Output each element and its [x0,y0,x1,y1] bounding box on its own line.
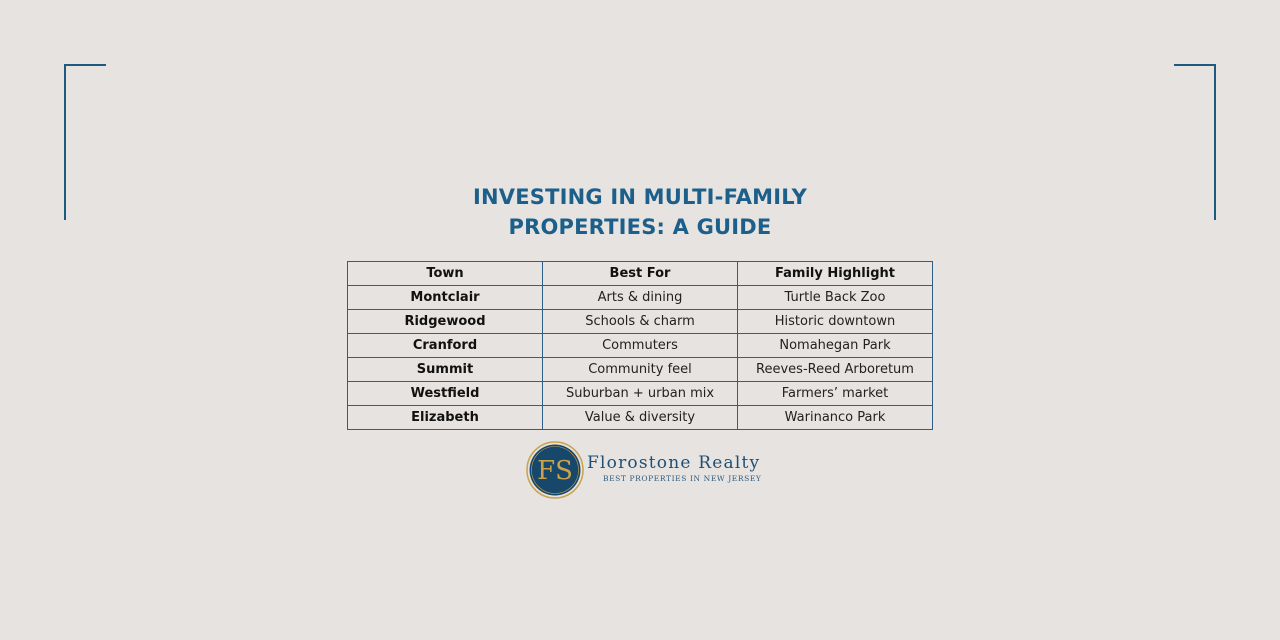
family-highlight-cell: Warinanco Park [738,406,933,430]
town-cell: Montclair [348,286,543,310]
family-highlight-cell: Turtle Back Zoo [738,286,933,310]
family-highlight-cell: Historic downtown [738,310,933,334]
company-name: Florostone Realty [587,453,761,473]
family-highlight-cell: Farmers’ market [738,382,933,406]
table-header-row [348,262,933,286]
family-highlight-cell: Reeves-Reed Arboretum [738,358,933,382]
header-best-for: Best For [543,262,738,286]
table-row [348,310,933,334]
town-cell: Elizabeth [348,406,543,430]
header-family-highlight: Family Highlight [738,262,933,286]
page-title-line-1: INVESTING IN MULTI-FAMILY [473,185,807,209]
monogram-text: FS [537,456,573,486]
table-row [348,334,933,358]
table-row [348,358,933,382]
best-for-cell: Schools & charm [543,310,738,334]
header-town: Town [348,262,543,286]
best-for-cell: Arts & dining [543,286,738,310]
town-cell: Ridgewood [348,310,543,334]
best-for-cell: Suburban + urban mix [543,382,738,406]
best-for-cell: Community feel [543,358,738,382]
table-row [348,406,933,430]
best-for-cell: Value & diversity [543,406,738,430]
town-cell: Summit [348,358,543,382]
monogram-seal-icon [526,441,584,499]
family-highlight-cell: Nomahegan Park [738,334,933,358]
page-title-line-2: PROPERTIES: A GUIDE [508,215,772,239]
town-cell: Cranford [348,334,543,358]
best-for-cell: Commuters [543,334,738,358]
company-tagline: BEST PROPERTIES IN NEW JERSEY [603,474,762,483]
towns-table [347,261,933,430]
table-row [348,382,933,406]
page-title [0,182,1280,242]
town-cell: Westfield [348,382,543,406]
table-row [348,286,933,310]
